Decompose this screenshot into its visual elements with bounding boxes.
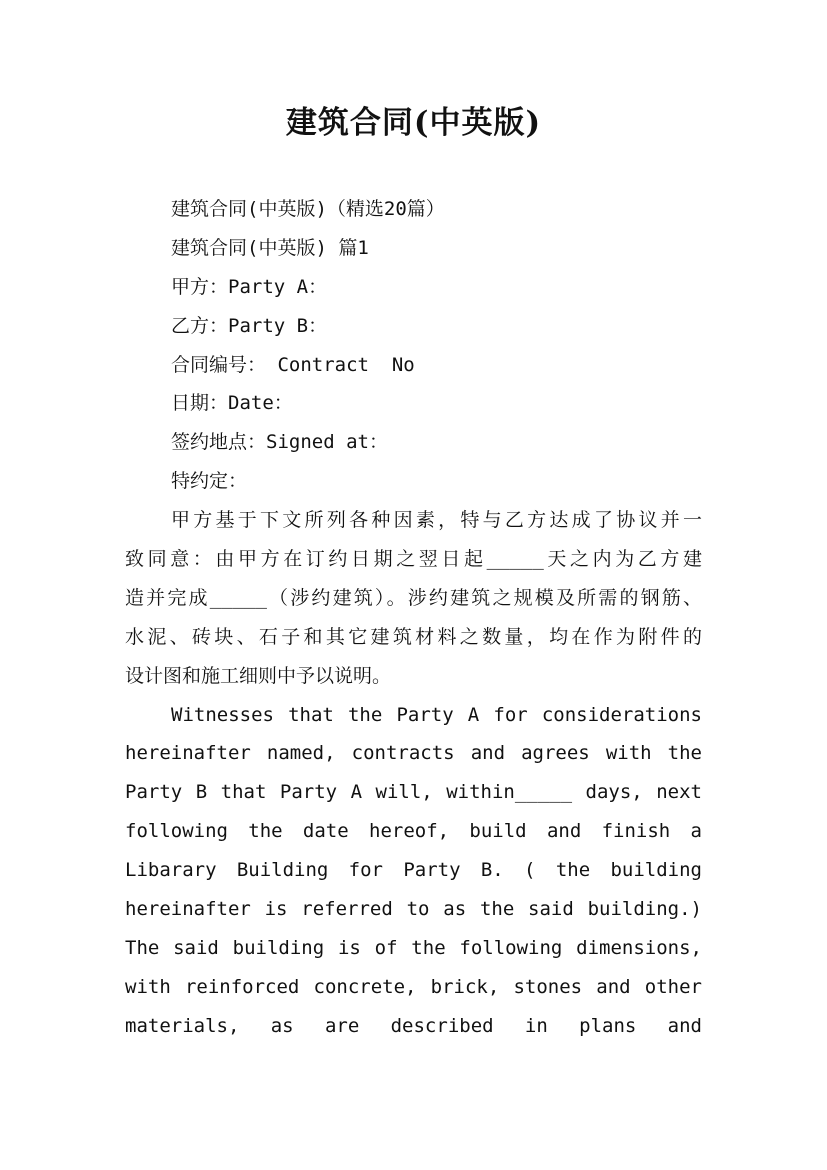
cjk-paragraph-line: 致同意：由甲方在订约日期之翌日起_____天之内为乙方建 — [125, 548, 702, 571]
contract-number-line: 合同编号： Contract No — [171, 353, 415, 376]
english-paragraph-line: with reinforced concrete, brick, stones and other — [125, 975, 702, 998]
english-paragraph-line: Party B that Party A will, within_____ days, next — [125, 781, 702, 804]
party-a-line: 甲方：Party A： — [171, 275, 328, 298]
english-paragraph-line: materials, as are described in plans and — [125, 1014, 702, 1037]
english-paragraph-line: The said building is of the following dimensions, — [125, 936, 702, 959]
party-b-line: 乙方：Party B： — [171, 314, 328, 337]
english-paragraph-line: Witnesses that the Party A for considerations — [171, 703, 702, 726]
signed-at-line: 签约地点：Signed at： — [171, 431, 388, 454]
subtitle-line: 建筑合同(中英版)（精选20篇） — [171, 198, 445, 220]
english-paragraph-line: hereinafter named, contracts and agrees with the — [125, 742, 702, 765]
section-heading: 建筑合同(中英版) 篇1 — [171, 236, 369, 259]
cjk-paragraph-line: 造并完成_____（涉约建筑）。涉约建筑之规模及所需的钢筋、 — [125, 586, 702, 609]
document-title: 建筑合同(中英版) — [285, 105, 542, 141]
date-line: 日期：Date： — [171, 392, 293, 415]
special-agreement-line: 特约定： — [171, 470, 248, 493]
english-paragraph-line: hereinafter is referred to as the said building.) — [125, 898, 702, 921]
english-paragraph-line: following the date hereof, build and finish a — [125, 820, 702, 843]
cjk-paragraph-line: 水泥、砖块、石子和其它建筑材料之数量，均在作为附件的 — [125, 625, 702, 648]
cjk-paragraph-line: 设计图和施工细则中予以说明。 — [125, 664, 392, 687]
document-body — [125, 190, 702, 1046]
english-paragraph-line: Libarary Building for Party B. ( the building — [125, 859, 702, 882]
cjk-paragraph-line: 甲方基于下文所列各种因素，特与乙方达成了协议并一 — [171, 509, 702, 532]
